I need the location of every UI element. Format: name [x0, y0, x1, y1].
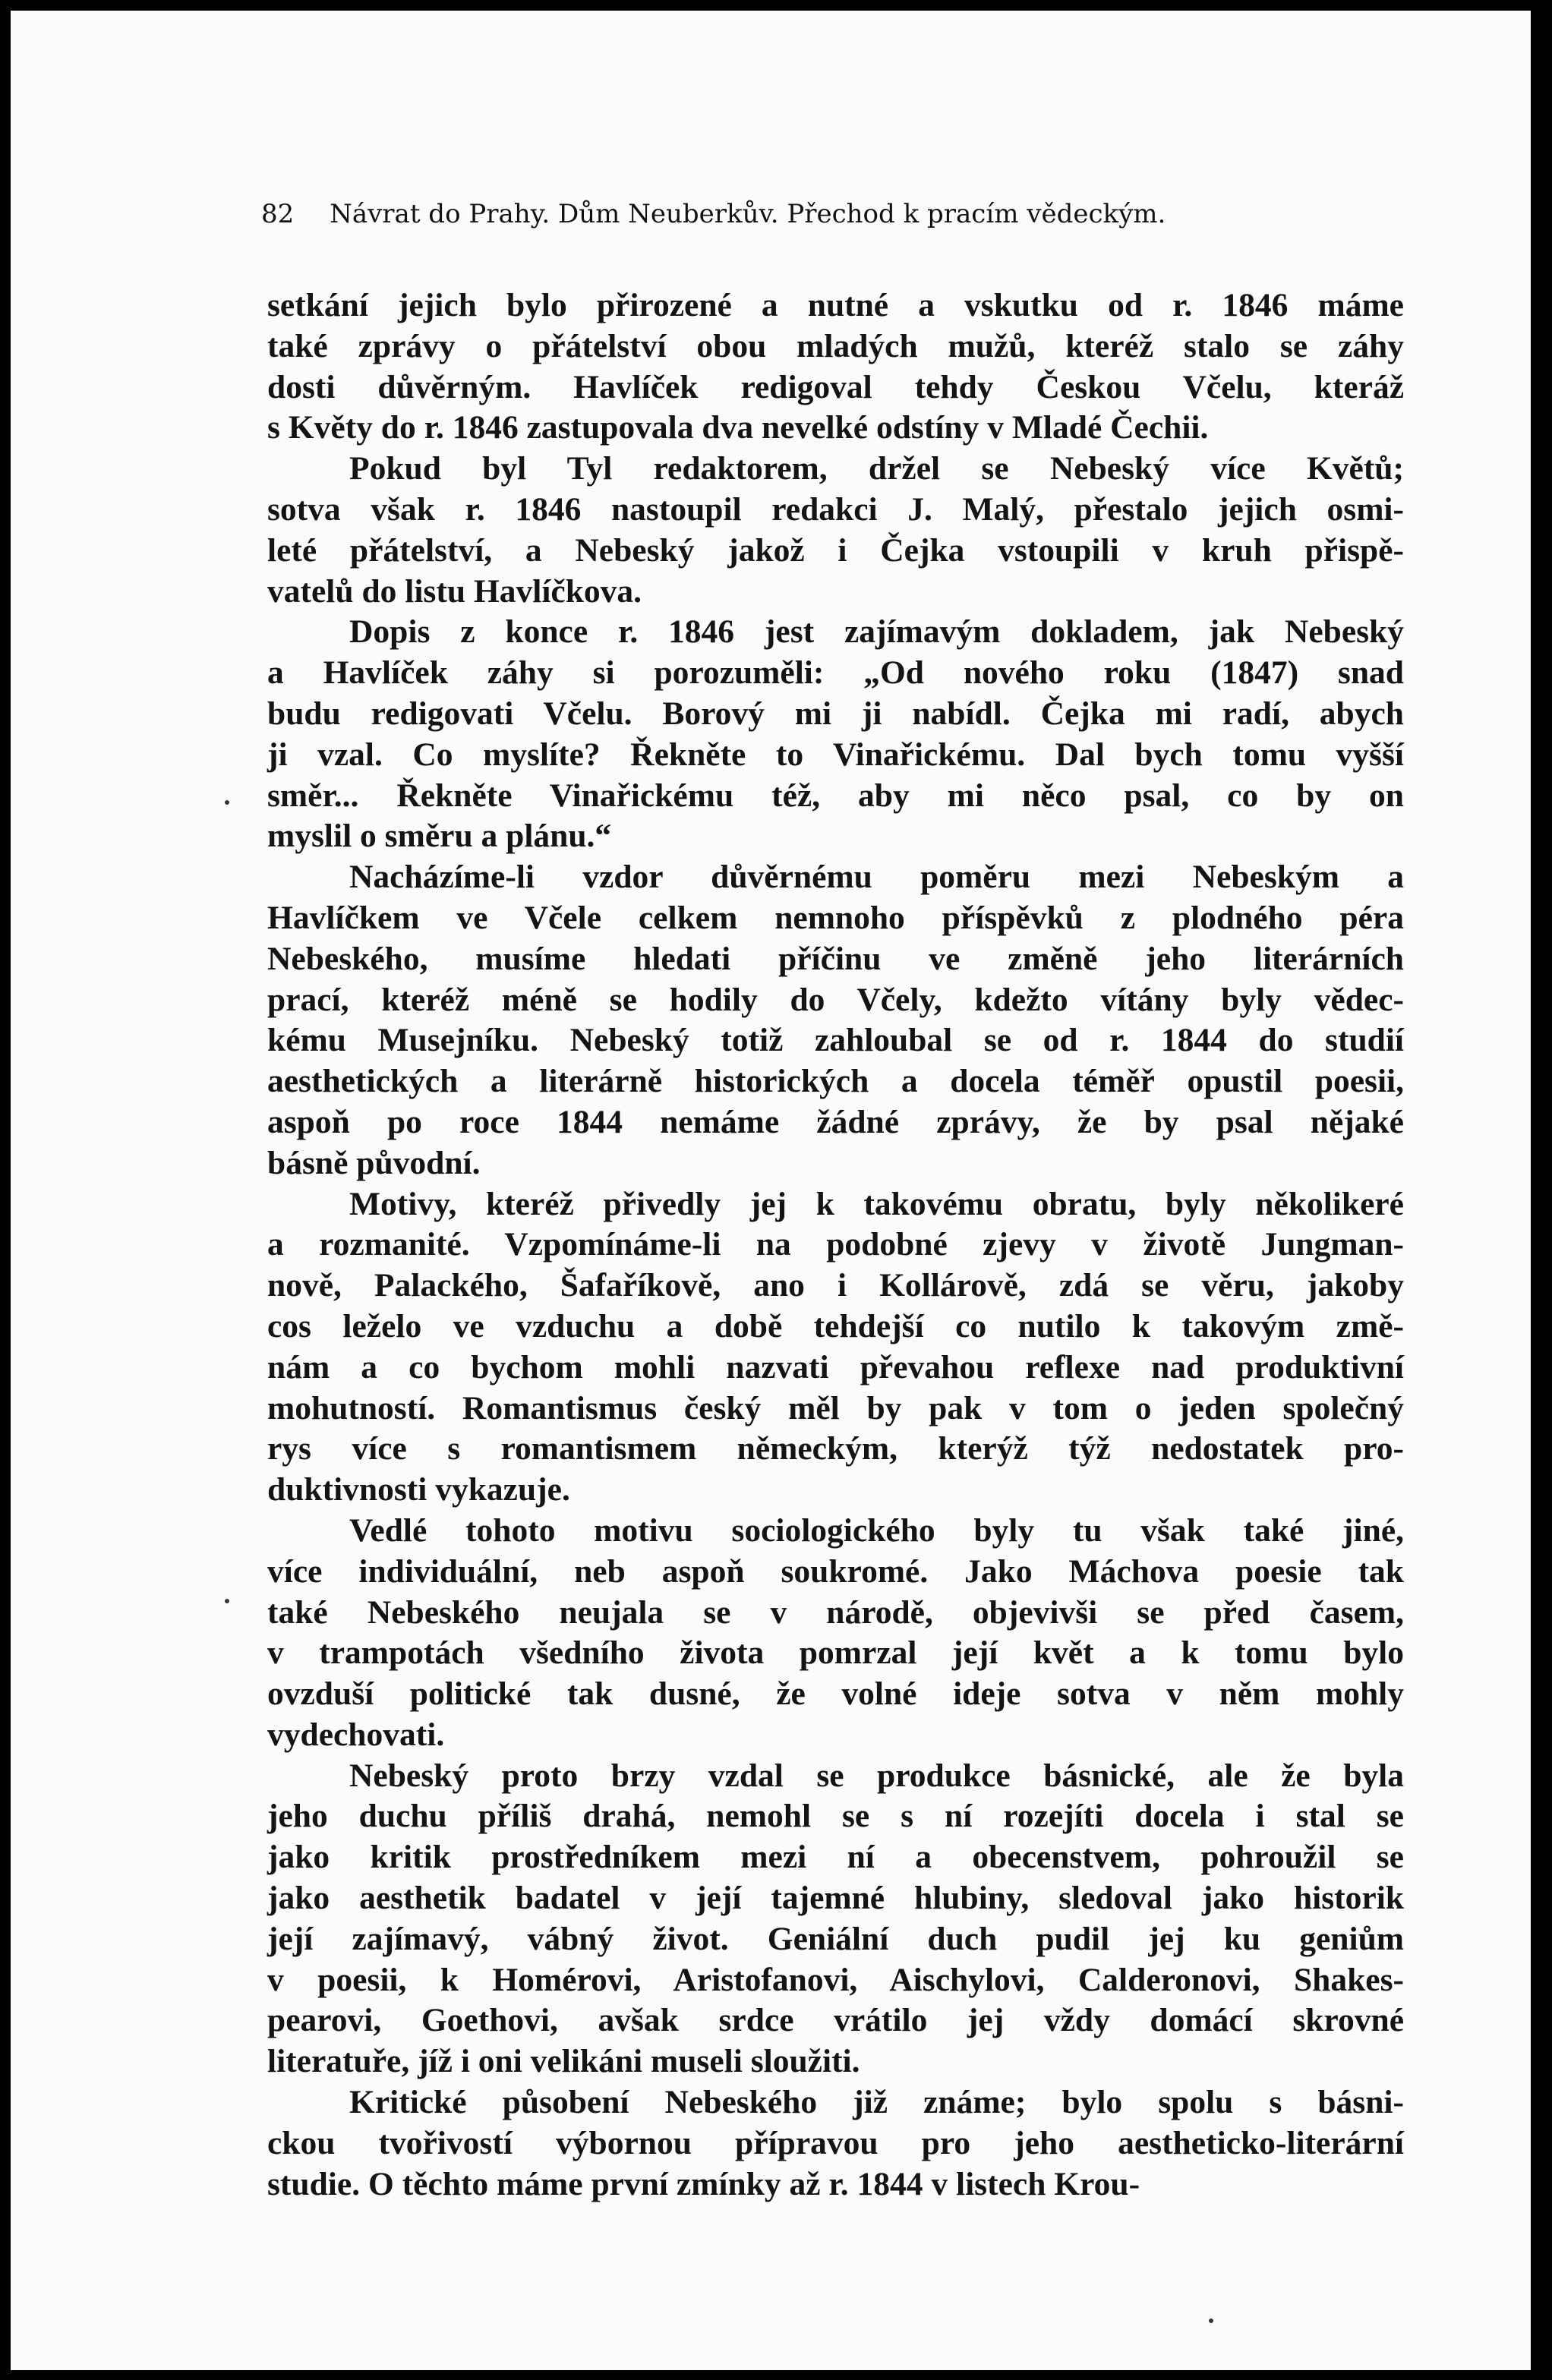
text-line: Havlíčkem ve Včele celkem nemnoho příspěvků z plodného péra [267, 899, 1404, 936]
text-line: leté přátelství, a Nebeský jakož i Čejka vstoupili v kruh přispě- [267, 531, 1404, 569]
text-line: Nebeský proto brzy vzdal se produkce básnické, ale že byla [349, 1757, 1404, 1794]
text-line: cos leželo ve vzduchu a době tehdejší co nutilo k takovým změ- [267, 1307, 1404, 1344]
text-line: a Havlíček záhy si porozuměli: „Od nového roku (1847) snad [267, 654, 1404, 692]
book-page [11, 11, 1531, 2370]
text-line: ckou tvořivostí výbornou přípravou pro jeho aestheticko-literární [267, 2124, 1404, 2161]
print-speck [225, 800, 229, 805]
text-line: duktivnosti vykazuje. [267, 1471, 570, 1508]
text-line: její zajímavý, vábný život. Geniální duch pudil jej ku geniům [267, 1920, 1404, 1957]
paragraph [267, 2082, 1404, 2205]
body-text [267, 285, 1404, 2205]
text-line: setkání jejich bylo přirozené a nutné a vskutku od r. 1846 máme [267, 287, 1404, 323]
text-line: kému Musejníku. Nebeský totiž zahloubal se od r. 1844 do studií [267, 1022, 1404, 1059]
print-speck [225, 1599, 229, 1603]
text-line: vatelů do listu Havlíčkova. [267, 572, 642, 610]
paragraph [267, 857, 1404, 1184]
text-line: v trampotách všedního života pomrzal její květ a k tomu bylo [267, 1634, 1404, 1672]
text-line: Vedlé tohoto motivu sociologického byly tu však také jiné, [349, 1512, 1404, 1549]
text-line: nám a co bychom mohli nazvati převahou reflexe nad produktivní [267, 1348, 1404, 1385]
text-line: myslil o směru a plánu.“ [267, 818, 612, 855]
text-line: studie. O těchto máme první zmínky až r. 1844 v listech Krou- [267, 2165, 1140, 2202]
text-line: sotva však r. 1846 nastoupil redakci J. Malý, přestalo jejich osmi- [267, 490, 1404, 528]
text-line: Pokud byl Tyl redaktorem, držel se Nebeský více Květů; [349, 450, 1404, 487]
text-line: nově, Palackého, Šafaříkově, ano i Kollárově, zdá se věru, jakoby [267, 1267, 1404, 1304]
text-line: Nacházíme-li vzdor důvěrnému poměru mezi Nebeským a [349, 859, 1404, 896]
text-line: Nebeského, musíme hledati příčinu ve změně jeho literárních [267, 940, 1404, 977]
paragraph [267, 612, 1404, 857]
text-line: a rozmanité. Vzpomínáme-li na podobné zjevy v životě Jungman- [267, 1226, 1404, 1263]
text-line: v poesii, k Homérovi, Aristofanovi, Aischylovi, Calderonovi, Shakes- [267, 1961, 1404, 1998]
page-header [261, 199, 1400, 237]
print-speck [1209, 2319, 1213, 2323]
text-line: Motivy, kteréž přivedly jej k takovému obratu, byly několikeré [349, 1185, 1404, 1222]
text-line: dosti důvěrným. Havlíček redigoval tehdy Českou Včelu, kteráž [267, 368, 1404, 405]
paragraph [267, 285, 1404, 449]
text-line: Kritické působení Nebeského již známe; bylo spolu s básni- [349, 2084, 1404, 2121]
page-number: 82 [261, 199, 295, 229]
text-line: budu redigovati Včelu. Borový mi ji nabídl. Čejka mi radí, abych [267, 695, 1404, 732]
text-line: rys více s romantismem německým, kterýž týž nedostatek pro- [267, 1430, 1404, 1467]
text-line: literatuře, jíž i oni velikáni museli sloužiti. [267, 2043, 860, 2080]
text-line: jako aesthetik badatel v její tajemné hlubiny, sledoval jako historik [267, 1880, 1404, 1917]
scan-edge [1531, 0, 1552, 2380]
text-line: prací, kteréž méně se hodily do Včely, kdežto vítány byly vědec- [267, 981, 1404, 1018]
text-line: s Květy do r. 1846 zastupovala dva nevelké odstíny v Mladé Čechii. [267, 409, 1209, 446]
text-line: ji vzal. Co myslíte? Řekněte to Vinařickému. Dal bych tomu vyšší [267, 736, 1404, 773]
text-line: aesthetických a literárně historických a docela téměř opustil poesii, [267, 1063, 1404, 1100]
text-line: mohutností. Romantismus český měl by pak v tom o jeden společný [267, 1389, 1404, 1426]
paragraph [267, 1511, 1404, 1756]
text-line: jeho duchu příliš drahá, nemohl se s ní rozejíti docela i stal se [267, 1798, 1404, 1835]
running-head: Návrat do Prahy. Dům Neuberkův. Přechod k pracím vědeckým. [330, 199, 1166, 229]
paragraph [267, 1756, 1404, 2082]
paragraph [267, 449, 1404, 612]
text-line: také Nebeského neujala se v národě, objevivši se před časem, [267, 1593, 1404, 1631]
text-line: ovzduší politické tak dusné, že volné ideje sotva v něm mohly [267, 1675, 1404, 1713]
text-line: také zprávy o přátelství obou mladých mužů, kteréž stalo se záhy [267, 327, 1404, 364]
text-line: více individuální, neb aspoň soukromé. Jako Máchova poesie tak [267, 1553, 1404, 1590]
text-line: jako kritik prostředníkem mezi ní a obecenstvem, pohroužil se [267, 1839, 1404, 1876]
text-line: směr... Řekněte Vinařickému též, aby mi něco psal, co by on [267, 777, 1404, 814]
paragraph [267, 1184, 1404, 1511]
text-line: pearovi, Goethovi, avšak srdce vrátilo jej vždy domácí skrovné [267, 2002, 1404, 2039]
text-line: vydechovati. [267, 1716, 445, 1753]
text-line: básně původní. [267, 1144, 481, 1181]
text-line: aspoň po roce 1844 nemáme žádné zprávy, že by psal nějaké [267, 1103, 1404, 1140]
text-line: Dopis z konce r. 1846 jest zajímavým dokladem, jak Nebeský [349, 613, 1404, 651]
